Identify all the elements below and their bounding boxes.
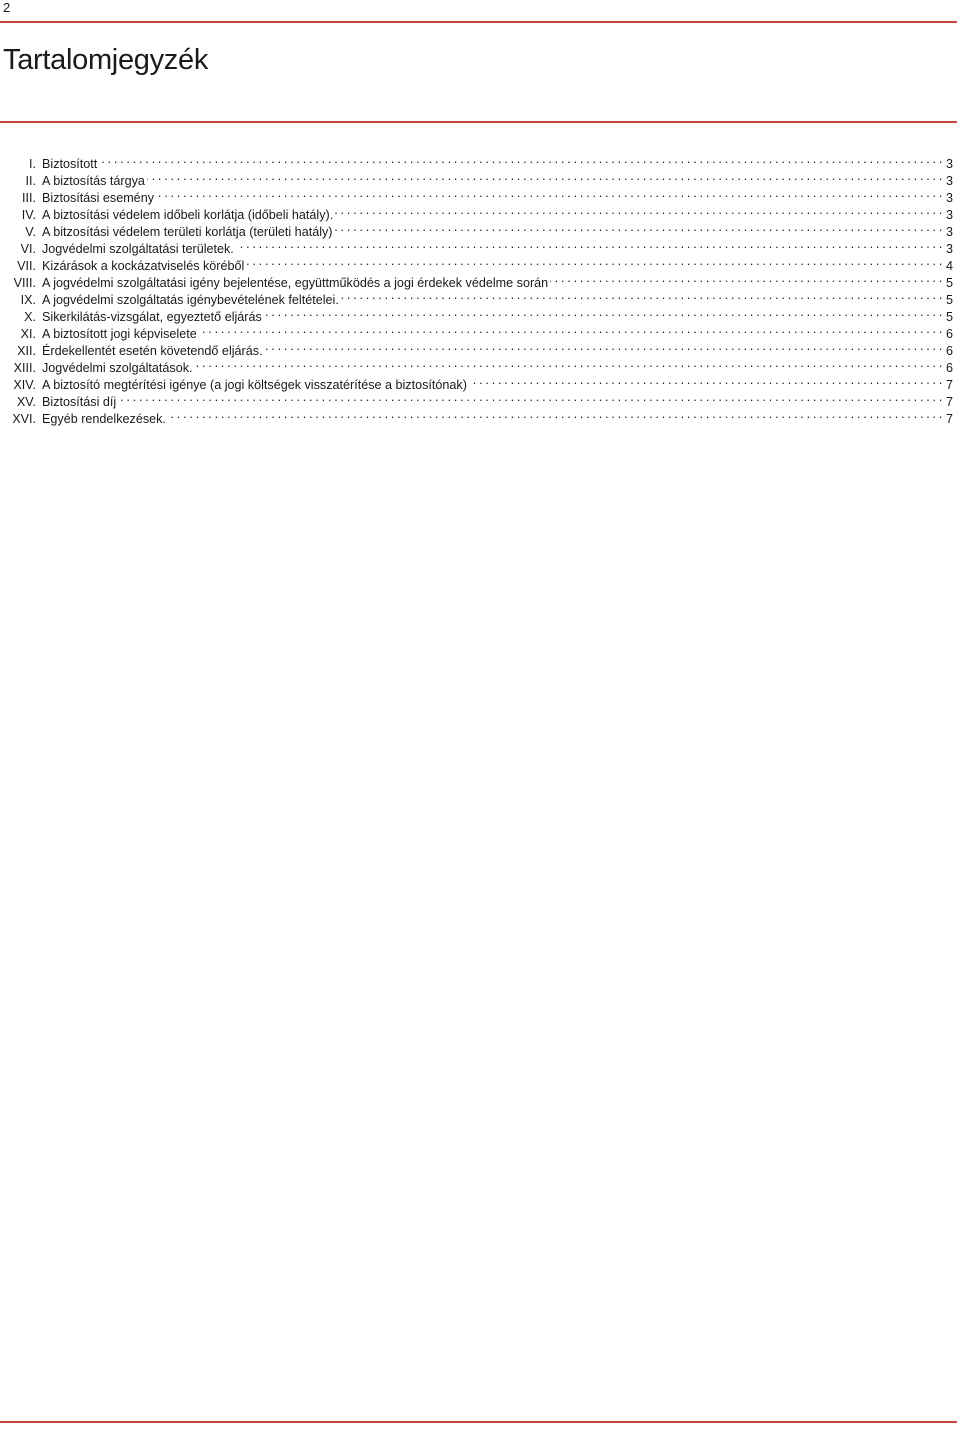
toc-entry-number: V.: [25, 225, 36, 239]
toc-dot-leader: [99, 151, 942, 168]
toc-dot-leader: [341, 287, 942, 304]
toc-entry-label: A biztosítási védelem időbeli korlátja (időbeli hatály).: [42, 208, 334, 222]
page-title: Tartalomjegyzék: [3, 44, 209, 76]
table-of-contents: [0, 151, 953, 426]
toc-dot-leader: [469, 372, 942, 389]
toc-entry-number: I.: [29, 157, 36, 171]
toc-entry-label: Jogvédelmi szolgáltatások.: [42, 361, 193, 375]
toc-entry-number: XI.: [20, 327, 36, 341]
toc-entry-number: XVI.: [12, 412, 36, 426]
toc-entry-page: 6: [945, 327, 953, 341]
toc-entry-number: VII.: [17, 259, 36, 273]
toc-entry[interactable]: [0, 151, 953, 171]
toc-dot-leader: [168, 406, 942, 423]
toc-entry[interactable]: [0, 389, 953, 409]
toc-entry-page: 3: [945, 157, 953, 171]
toc-dot-leader: [264, 304, 942, 321]
toc-entry-page: 3: [945, 242, 953, 256]
toc-entry-label: A jogvédelmi szolgáltatási igény bejelentése, együttműködés a jogi érdekek védelme során: [42, 276, 549, 290]
toc-entry-number: XII.: [17, 344, 36, 358]
toc-dot-leader: [236, 236, 942, 253]
title-divider: [0, 121, 957, 123]
toc-entry-label: Biztosított: [42, 157, 98, 171]
toc-entry-label: Biztosítási díj: [42, 395, 117, 409]
toc-entry-label: A biztosítás tárgya: [42, 174, 145, 188]
toc-entry-page: 7: [945, 412, 953, 426]
toc-entry-page: 7: [945, 378, 953, 392]
toc-entry-page: 3: [945, 191, 953, 205]
toc-entry-number: XIII.: [13, 361, 36, 375]
toc-entry-number: XIV.: [13, 378, 36, 392]
toc-dot-leader: [147, 168, 942, 185]
toc-entry-page: 5: [945, 293, 953, 307]
toc-entry-page: 4: [945, 259, 953, 273]
toc-entry[interactable]: [0, 168, 953, 188]
toc-entry-label: Biztosítási esemény: [42, 191, 154, 205]
toc-entry-page: 5: [945, 310, 953, 324]
toc-dot-leader: [335, 202, 942, 219]
toc-entry-page: 3: [945, 174, 953, 188]
toc-entry-label: Érdekellentét esetén követendő eljárás.: [42, 344, 263, 358]
toc-entry-label: Kizárások a kockázatviselés köréből: [42, 259, 245, 273]
toc-entry-page: 7: [945, 395, 953, 409]
toc-entry-label: Egyéb rendelkezések.: [42, 412, 166, 426]
toc-dot-leader: [195, 355, 942, 372]
toc-dot-leader: [246, 253, 942, 270]
toc-entry-number: X.: [24, 310, 36, 324]
toc-entry-page: 5: [945, 276, 953, 290]
toc-dot-leader: [550, 270, 942, 287]
toc-entry-label: Sikerkilátás-vizsgálat, egyeztető eljárás: [42, 310, 262, 324]
toc-entry-page: 3: [945, 208, 953, 222]
toc-entry-page: 6: [945, 361, 953, 375]
toc-entry-label: Jogvédelmi szolgáltatási területek.: [42, 242, 234, 256]
toc-entry-page: 6: [945, 344, 953, 358]
toc-entry[interactable]: [0, 406, 953, 426]
toc-entry-number: VIII.: [13, 276, 36, 290]
toc-entry-number: VI.: [20, 242, 36, 256]
toc-entry-number: II.: [25, 174, 36, 188]
toc-entry-label: A biztosított jogi képviselete: [42, 327, 197, 341]
toc-entry-number: XV.: [16, 395, 36, 409]
toc-dot-leader: [335, 219, 943, 236]
toc-entry-number: IX.: [20, 293, 36, 307]
top-divider: [0, 21, 957, 23]
toc-dot-leader: [199, 321, 942, 338]
toc-dot-leader: [118, 389, 942, 406]
bottom-divider: [0, 1421, 957, 1423]
toc-entry-label: A biztosító megtérítési igénye (a jogi költségek visszatérítése a biztosítónak): [42, 378, 467, 392]
toc-entry-number: IV.: [21, 208, 36, 222]
page-number: 2: [3, 0, 11, 15]
toc-dot-leader: [265, 338, 942, 355]
toc-entry-page: 3: [945, 225, 953, 239]
toc-entry-label: A bitzosítási védelem területi korlátja (területi hatály): [42, 225, 333, 239]
toc-dot-leader: [156, 185, 942, 202]
toc-entry-number: III.: [22, 191, 36, 205]
toc-entry-label: A jogvédelmi szolgáltatás igénybevételének feltételei.: [42, 293, 339, 307]
